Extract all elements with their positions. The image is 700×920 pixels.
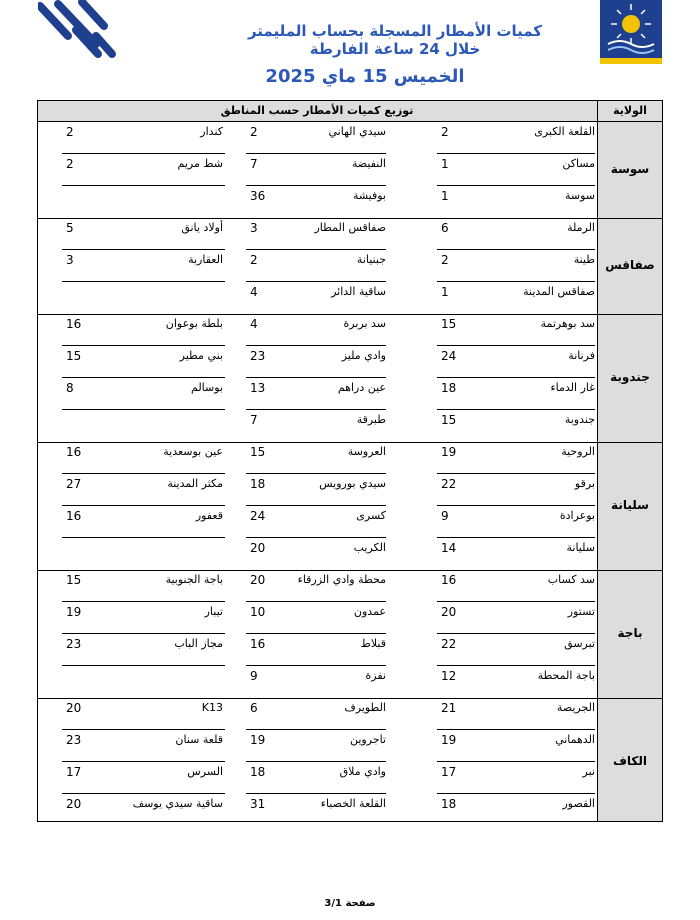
rainfall-value: 2 <box>66 125 74 139</box>
page-subtitle: خلال 24 ساعة الفارطة <box>309 40 481 58</box>
row-divider <box>62 761 225 762</box>
station-name: باجة المحطة <box>537 669 595 682</box>
rainfall-value: 2 <box>66 157 74 171</box>
rainfall-value: 23 <box>66 733 82 747</box>
station-name: سد بوهرتمة <box>540 317 595 330</box>
station-name: وادي ملاق <box>339 765 386 778</box>
rainfall-value: 19 <box>441 445 457 459</box>
station-name: قبلاط <box>360 637 386 650</box>
group-separator <box>37 314 663 315</box>
row-divider <box>62 633 225 634</box>
row-divider <box>62 729 225 730</box>
logo-caption-bar <box>600 58 662 64</box>
rainfall-value: 18 <box>250 765 266 779</box>
station-name: كندار <box>200 125 223 138</box>
row-divider <box>62 249 225 250</box>
rainfall-value: 19 <box>66 605 82 619</box>
row-divider <box>437 537 595 538</box>
rainfall-value: 1 <box>441 189 449 203</box>
station-name: كسرى <box>356 509 386 522</box>
row-divider <box>62 473 225 474</box>
row-divider <box>246 281 386 282</box>
rainfall-value: 1 <box>441 285 449 299</box>
row-divider <box>62 601 225 602</box>
rainfall-value: 13 <box>250 381 266 395</box>
row-divider <box>246 153 386 154</box>
rainfall-value: 23 <box>250 349 266 363</box>
distribution-header: توزيع كميات الأمطار حسب المناطق <box>220 104 414 117</box>
station-name: سد بربرة <box>343 317 386 330</box>
row-divider <box>246 537 386 538</box>
row-divider <box>246 729 386 730</box>
rainfall-value: 20 <box>66 701 82 715</box>
group-separator <box>37 442 663 443</box>
governorate-name: سوسة <box>610 162 650 176</box>
station-name: مكثر المدينة <box>167 477 223 490</box>
rainfall-value: 19 <box>441 733 457 747</box>
row-divider <box>62 281 225 282</box>
rainfall-value: 15 <box>66 573 82 587</box>
row-divider <box>437 249 595 250</box>
station-name: نفزة <box>365 669 386 682</box>
row-divider <box>437 409 595 410</box>
governorate-name: الكاف <box>612 754 648 768</box>
row-divider <box>437 185 595 186</box>
row-divider <box>246 505 386 506</box>
station-name: سيدي بورويس <box>319 477 386 490</box>
row-divider <box>62 537 225 538</box>
rainfall-value: 9 <box>250 669 258 683</box>
inm-logo <box>600 0 662 58</box>
station-name: عين بوسعدية <box>163 445 223 458</box>
station-name: شط مريم <box>177 157 223 170</box>
rainfall-value: 15 <box>441 413 457 427</box>
station-name: تبرسق <box>564 637 595 650</box>
group-separator <box>37 218 663 219</box>
row-divider <box>437 601 595 602</box>
group-separator <box>37 698 663 699</box>
row-divider <box>246 601 386 602</box>
rainfall-value: 15 <box>66 349 82 363</box>
governorate-header: الولاية <box>613 104 647 117</box>
rainfall-value: 16 <box>250 637 266 651</box>
station-name: باجة الجنوبية <box>165 573 223 586</box>
row-divider <box>437 377 595 378</box>
rainfall-value: 14 <box>441 541 457 555</box>
row-divider <box>62 377 225 378</box>
station-name: فرنانة <box>568 349 595 362</box>
rainfall-value: 16 <box>66 317 82 331</box>
station-name: القلعة الخصباء <box>320 797 386 810</box>
rainfall-value: 24 <box>441 349 457 363</box>
rainfall-value: 20 <box>66 797 82 811</box>
rainfall-value: 3 <box>66 253 74 267</box>
station-name: تيبار <box>204 605 223 618</box>
row-divider <box>62 345 225 346</box>
station-name: وادي مليز <box>341 349 386 362</box>
rainfall-value: 3 <box>250 221 258 235</box>
row-divider <box>62 185 225 186</box>
rainfall-value: 15 <box>441 317 457 331</box>
station-name: بني مطير <box>179 349 223 362</box>
station-name: بوفيشة <box>352 189 386 202</box>
row-divider <box>437 665 595 666</box>
row-divider <box>437 761 595 762</box>
rainfall-value: 16 <box>66 445 82 459</box>
governorate-name: باجة <box>617 626 643 640</box>
station-name: سد كساب <box>547 573 595 586</box>
station-name: مساكن <box>562 157 595 170</box>
rainfall-value: 7 <box>250 157 258 171</box>
rainfall-value: 36 <box>250 189 266 203</box>
rainfall-value: 20 <box>250 541 266 555</box>
rainfall-value: 4 <box>250 317 258 331</box>
rainfall-value: 2 <box>441 253 449 267</box>
station-name: عمدون <box>353 605 386 618</box>
station-name: مجاز الباب <box>174 637 223 650</box>
sun-logo-icon <box>600 0 662 58</box>
row-divider <box>437 281 595 282</box>
row-divider <box>62 793 225 794</box>
row-divider <box>62 153 225 154</box>
station-name: سيدي الهاني <box>328 125 386 138</box>
station-name: الرملة <box>567 221 595 234</box>
row-divider <box>246 345 386 346</box>
page-number: صفحة 3/1 <box>324 898 376 909</box>
row-divider <box>246 633 386 634</box>
row-divider <box>246 761 386 762</box>
rainfall-value: 8 <box>66 381 74 395</box>
station-name: العروسة <box>347 445 386 458</box>
station-name: القصور <box>562 797 595 810</box>
row-divider <box>437 633 595 634</box>
rainfall-value: 22 <box>441 477 457 491</box>
station-name: سوسة <box>564 189 595 202</box>
station-name: صفاقس المطار <box>314 221 386 234</box>
row-divider <box>437 729 595 730</box>
station-name: أولاد يانق <box>181 221 223 234</box>
row-divider <box>437 505 595 506</box>
station-name: طبرقة <box>356 413 386 426</box>
rainfall-value: 17 <box>66 765 82 779</box>
row-divider <box>437 345 595 346</box>
rainfall-value: 31 <box>250 797 266 811</box>
station-name: سليانة <box>566 541 595 554</box>
rainfall-value: 18 <box>441 797 457 811</box>
station-name: عين دراهم <box>337 381 386 394</box>
row-divider <box>246 409 386 410</box>
rainfall-value: 27 <box>66 477 82 491</box>
station-name: جبنيانة <box>356 253 386 266</box>
station-name: القلعة الكبرى <box>534 125 595 138</box>
row-divider <box>246 793 386 794</box>
row-divider <box>62 665 225 666</box>
row-divider <box>246 185 386 186</box>
rainfall-value: 21 <box>441 701 457 715</box>
row-divider <box>62 505 225 506</box>
report-date: الخميس 15 ماي 2025 <box>265 66 465 87</box>
station-name: الكريب <box>353 541 386 554</box>
rainfall-value: 2 <box>441 125 449 139</box>
rainfall-value: 1 <box>441 157 449 171</box>
row-divider <box>437 153 595 154</box>
rainfall-value: 23 <box>66 637 82 651</box>
row-divider <box>246 249 386 250</box>
governorate-name: سليانة <box>611 498 649 512</box>
station-name: السرس <box>187 765 223 778</box>
station-name: الجريصة <box>556 701 595 714</box>
rainfall-value: 10 <box>250 605 266 619</box>
rainfall-value: 15 <box>250 445 266 459</box>
group-separator <box>37 570 663 571</box>
station-name: تستور <box>567 605 595 618</box>
station-name: K13 <box>201 701 223 714</box>
station-name: طينة <box>573 253 595 266</box>
rainfall-value: 18 <box>441 381 457 395</box>
rainfall-value: 19 <box>250 733 266 747</box>
rainfall-value: 22 <box>441 637 457 651</box>
rainfall-value: 16 <box>66 509 82 523</box>
station-name: محطة وادي الزرقاء <box>297 573 386 586</box>
station-name: برقو <box>574 477 595 490</box>
decorative-stripes-icon <box>38 0 118 70</box>
station-name: نبر <box>582 765 595 778</box>
station-name: ساقية الدائر <box>331 285 386 298</box>
rainfall-value: 2 <box>250 253 258 267</box>
page-title: كميات الأمطار المسجلة بحساب المليمتر <box>247 22 543 40</box>
rainfall-value: 6 <box>441 221 449 235</box>
rainfall-value: 20 <box>441 605 457 619</box>
station-name: بوعرادة <box>559 509 595 522</box>
station-name: تاجروين <box>349 733 386 746</box>
station-name: غار الدماء <box>550 381 595 394</box>
rainfall-value: 17 <box>441 765 457 779</box>
row-divider <box>246 665 386 666</box>
rainfall-value: 4 <box>250 285 258 299</box>
governorate-name: جندوبة <box>610 370 650 384</box>
station-name: جندوبة <box>564 413 595 426</box>
row-divider <box>437 793 595 794</box>
rainfall-value: 7 <box>250 413 258 427</box>
station-name: النفيضة <box>351 157 386 170</box>
station-name: صفاقس المدينة <box>523 285 595 298</box>
station-name: الطويرف <box>344 701 386 714</box>
station-name: قعفور <box>195 509 223 522</box>
rainfall-value: 20 <box>250 573 266 587</box>
rainfall-value: 2 <box>250 125 258 139</box>
station-name: الروحية <box>561 445 595 458</box>
station-name: العقاربة <box>188 253 223 266</box>
rainfall-value: 9 <box>441 509 449 523</box>
governorate-name: صفاقس <box>605 258 655 272</box>
row-divider <box>437 473 595 474</box>
rainfall-value: 5 <box>66 221 74 235</box>
row-divider <box>246 473 386 474</box>
rainfall-value: 12 <box>441 669 457 683</box>
station-name: بوسالم <box>191 381 223 394</box>
rainfall-value: 16 <box>441 573 457 587</box>
station-name: قلعة سنان <box>175 733 223 746</box>
station-name: بلطة بوعوان <box>165 317 223 330</box>
rainfall-value: 6 <box>250 701 258 715</box>
row-divider <box>246 377 386 378</box>
row-divider <box>62 409 225 410</box>
rainfall-value: 24 <box>250 509 266 523</box>
station-name: ساقية سيدي يوسف <box>132 797 223 810</box>
rainfall-value: 18 <box>250 477 266 491</box>
station-name: الدهماني <box>555 733 595 746</box>
